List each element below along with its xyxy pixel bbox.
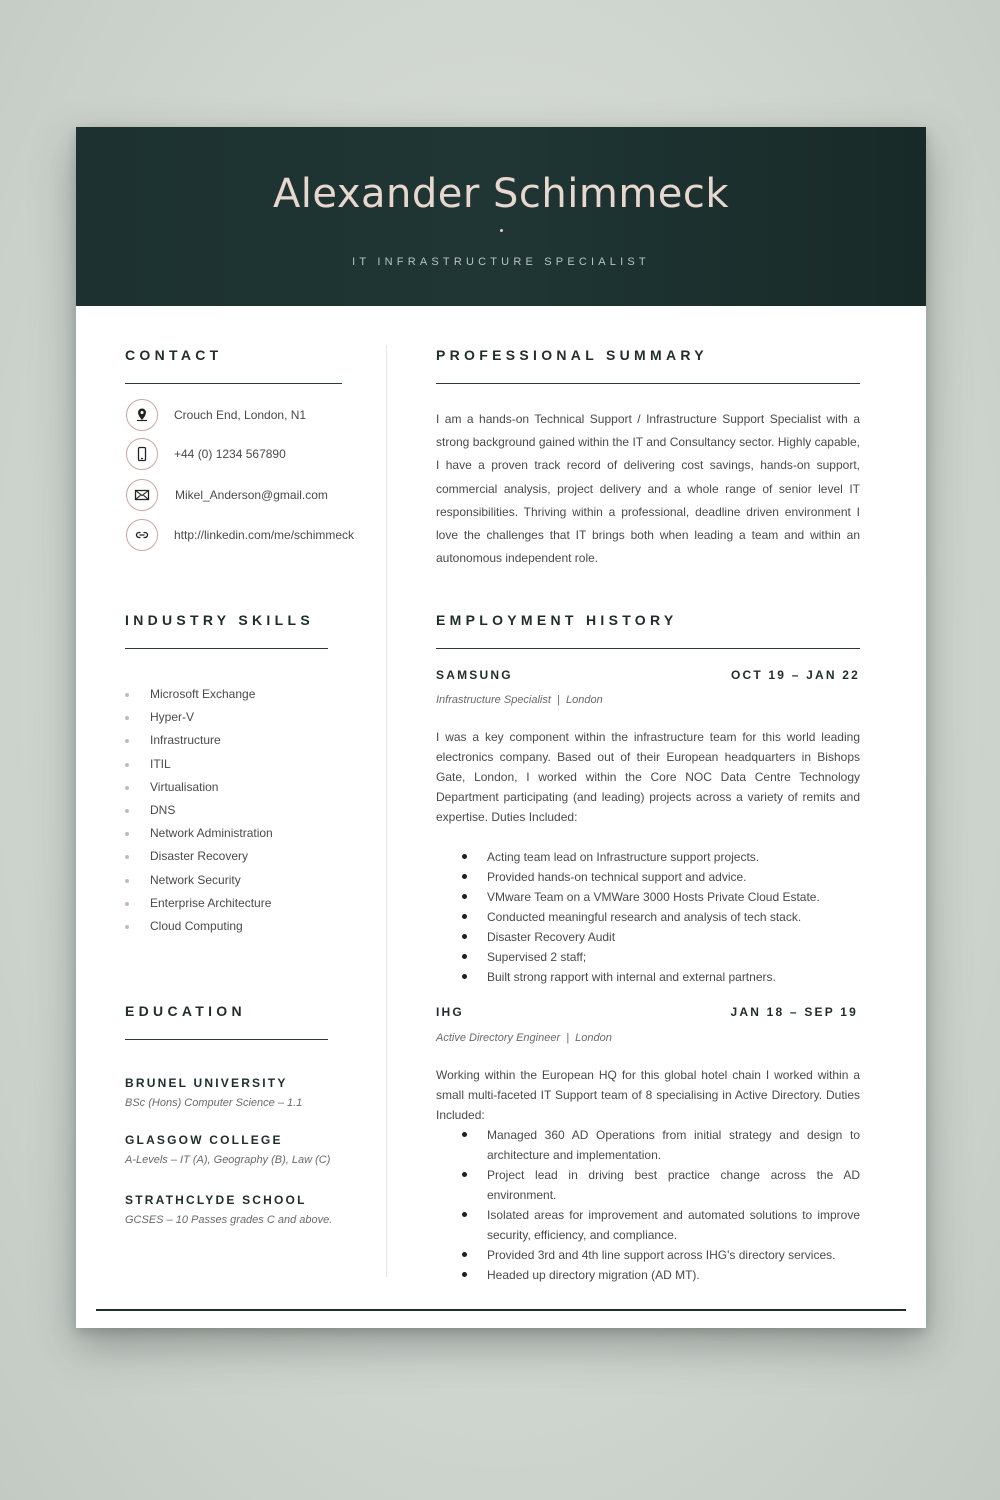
footer-rule	[96, 1309, 906, 1311]
skill-bullet	[125, 763, 129, 767]
job-duty-item	[462, 867, 860, 887]
employment-heading: EMPLOYMENT HISTORY	[436, 612, 678, 628]
job-description: Working within the European HQ for this global hotel chain I worked within a small multi-faceted IT Support team of 8 specialising in Active Directory. Duties Included:	[436, 1068, 860, 1122]
job-duty-item	[462, 1125, 860, 1165]
job-duties-list	[462, 1125, 860, 1285]
job-duty-text: Provided 3rd and 4th line support across IHG's directory services.	[487, 1248, 836, 1262]
skill-bullet	[125, 693, 129, 697]
job-duty-item	[462, 1245, 860, 1265]
job-duty-item	[462, 887, 860, 907]
job-duty-item	[462, 947, 860, 967]
skill-bullet	[125, 739, 129, 743]
contact-heading: CONTACT	[125, 347, 223, 363]
skill-item: Virtualisation	[150, 779, 219, 794]
employment-rule	[436, 648, 860, 649]
phone-icon	[126, 438, 158, 470]
summary-text: I am a hands-on Technical Support / Infrastructure Support Specialist with a strong background gained within the IT and Consultancy sector. Highly capable, I have a proven track record of delivering cost savings, hands-on support, commercial analysis, project delivery and a whole range of senior level IT responsibilities. Thriving within a professional, deadline driven environment I love the challenges that IT brings both when leading a team and within an autonomous independent role.	[436, 412, 860, 566]
skill-item: Network Security	[150, 872, 241, 887]
skills-rule	[125, 648, 328, 649]
skill-item: Enterprise Architecture	[150, 895, 272, 910]
skill-bullet	[125, 716, 129, 720]
skill-bullet	[125, 832, 129, 836]
duty-bullet	[462, 934, 467, 939]
summary-rule	[436, 383, 860, 384]
job-company: SAMSUNG	[436, 668, 513, 682]
contact-linkedin-text[interactable]: http://linkedin.com/me/schimmeck	[174, 528, 355, 542]
job-duty-text: Acting team lead on Infrastructure support projects.	[487, 850, 760, 864]
job-duty-text: Disaster Recovery Audit	[487, 930, 616, 944]
skill-item: ITIL	[150, 756, 171, 771]
skill-bullet	[125, 786, 129, 790]
job-duties-list	[462, 847, 860, 987]
skills-heading: INDUSTRY SKILLS	[125, 612, 314, 628]
contact-address-text: Crouch End, London, N1	[174, 408, 307, 422]
contact-linkedin[interactable]	[126, 519, 366, 553]
job-description: I was a key component within the infrastructure team for this world leading electronics company. Based out of their European headquarters in Bishops Gate, London, I worked within the Core NOC Data Centre Technology Department participating (and leading) projects across a variety of remits and expertise. Duties Included:	[436, 730, 860, 824]
skill-bullet	[125, 809, 129, 813]
skill-item: Network Administration	[150, 826, 273, 841]
job-duty-text: VMware Team on a VMWare 3000 Hosts Private Cloud Estate.	[487, 890, 820, 904]
education-rule	[125, 1039, 328, 1040]
job-duty-item	[462, 1165, 860, 1205]
skill-item: Cloud Computing	[150, 919, 243, 933]
link-icon	[126, 519, 158, 551]
duty-bullet	[462, 974, 467, 979]
job-duty-text: Headed up directory migration (AD MT).	[487, 1268, 700, 1282]
job-duty-text: Isolated areas for improvement and automated solutions to improve security, efficiency, and compliance.	[487, 1208, 860, 1242]
education-detail: BSc (Hons) Computer Science – 1.1	[125, 1097, 303, 1109]
job-duty-item	[462, 927, 860, 947]
job-dates: OCT 19 – JAN 22	[730, 668, 860, 682]
job-company: IHG	[436, 1005, 464, 1019]
job-duty-item	[462, 907, 860, 927]
skill-item: DNS	[150, 803, 176, 817]
skill-bullet	[125, 855, 129, 859]
duty-bullet	[462, 874, 467, 879]
education-heading: EDUCATION	[125, 1003, 246, 1019]
summary-heading: PROFESSIONAL SUMMARY	[436, 347, 708, 363]
skill-item: Hyper-V	[150, 710, 195, 725]
skill-item: Disaster Recovery	[150, 849, 249, 864]
skill-bullet	[125, 902, 129, 906]
education-school: STRATHCLYDE SCHOOL	[125, 1193, 307, 1207]
job-duty-text: Built strong rapport with internal and external partners.	[487, 970, 776, 984]
job-duty-item	[462, 1265, 860, 1285]
skill-bullet	[125, 925, 129, 929]
column-divider	[386, 345, 387, 1277]
duty-bullet	[462, 854, 467, 859]
contact-email-text[interactable]: Mikel_Anderson@gmail.com	[175, 488, 328, 502]
job-title: IT INFRASTRUCTURE SPECIALIST	[352, 256, 650, 268]
duty-bullet	[462, 894, 467, 899]
skill-bullet	[125, 879, 129, 883]
duty-bullet	[462, 1212, 467, 1217]
education-school: BRUNEL UNIVERSITY	[125, 1076, 288, 1090]
duty-bullet	[462, 1252, 467, 1257]
education-detail: GCSES – 10 Passes grades C and above.	[125, 1214, 333, 1226]
job-duty-text: Supervised 2 staff;	[487, 950, 587, 964]
location-pin-icon	[126, 399, 158, 431]
job-dates: JAN 18 – SEP 19	[730, 1005, 858, 1019]
job-duty-item	[462, 847, 860, 867]
contact-phone	[126, 438, 366, 472]
resume-page	[76, 127, 926, 1328]
job-duty-text: Managed 360 AD Operations from initial strategy and design to architecture and implementation.	[487, 1128, 860, 1162]
duty-bullet	[462, 914, 467, 919]
duty-bullet	[462, 954, 467, 959]
duty-bullet	[462, 1132, 467, 1137]
resume-header	[76, 127, 926, 306]
job-duty-text: Provided hands-on technical support and advice.	[487, 870, 747, 884]
job-duty-item	[462, 967, 860, 987]
education-school: GLASGOW COLLEGE	[125, 1133, 283, 1147]
name-divider-dot	[500, 229, 503, 232]
skill-item: Infrastructure	[150, 733, 221, 748]
email-icon	[126, 479, 158, 511]
skill-item: Microsoft Exchange	[150, 687, 256, 701]
job-role: Infrastructure Specialist | London	[436, 694, 603, 706]
candidate-name: Alexander Schimmeck	[272, 171, 730, 217]
job-duty-text: Project lead in driving best practice change across the AD environment.	[487, 1168, 860, 1202]
contact-email[interactable]	[126, 479, 366, 513]
job-duty-text: Conducted meaningful research and analysis of tech stack.	[487, 910, 802, 924]
job-duty-item	[462, 1205, 860, 1245]
contact-address	[126, 399, 366, 433]
education-detail: A-Levels – IT (A), Geography (B), Law (C)	[125, 1154, 331, 1166]
duty-bullet	[462, 1172, 467, 1177]
contact-rule	[125, 383, 342, 384]
contact-phone-text: +44 (0) 1234 567890	[174, 447, 286, 461]
job-role: Active Directory Engineer | London	[436, 1032, 612, 1044]
duty-bullet	[462, 1272, 467, 1277]
